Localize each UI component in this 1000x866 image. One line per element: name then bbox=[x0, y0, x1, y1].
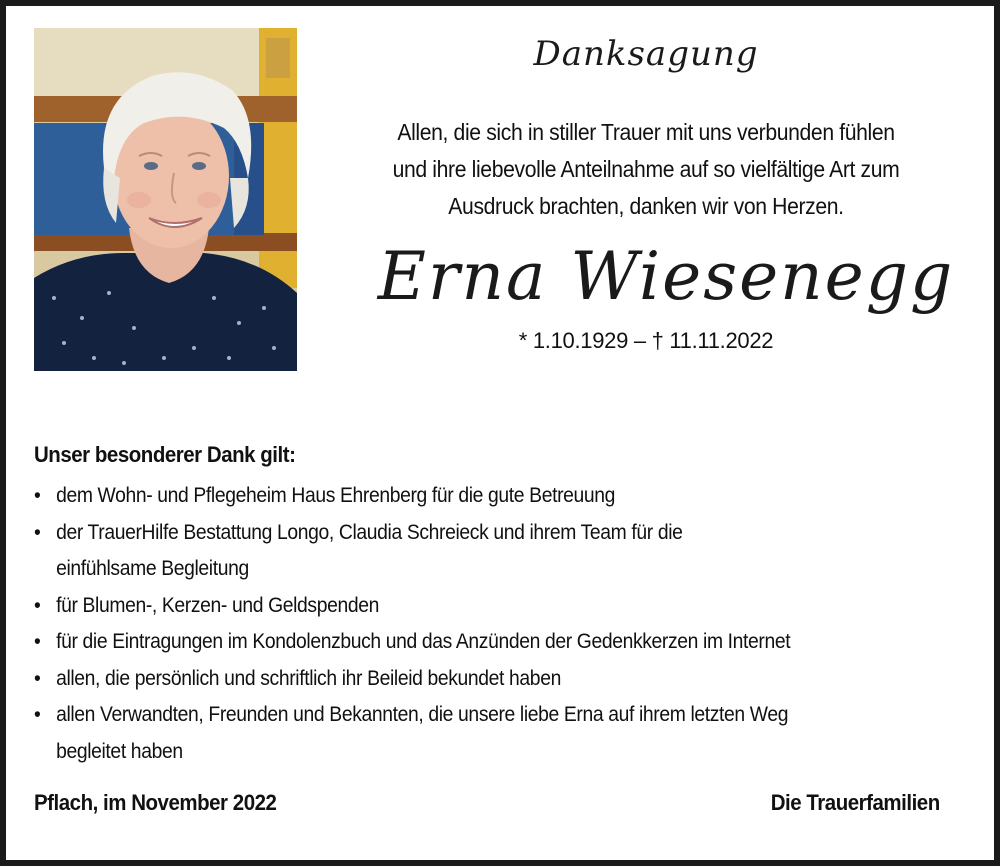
list-item-text: einfühlsame Begleitung bbox=[56, 557, 249, 580]
list-item bbox=[34, 588, 899, 625]
list-item bbox=[34, 515, 899, 588]
intro-line: und ihre liebevolle Anteilnahme auf so vielfältige Art zum bbox=[392, 156, 900, 182]
thanks-heading: Unser besonderer Dank gilt: bbox=[34, 442, 296, 467]
list-item-text: begleitet haben bbox=[56, 739, 183, 763]
list-item-text: allen, die persönlich und schriftlich ihr Beileid bekundet haben bbox=[56, 666, 561, 690]
list-item-text: dem Wohn- und Pflegeheim Haus Ehrenberg für die gute Betreuung bbox=[56, 484, 616, 507]
bullet-icon: • bbox=[34, 666, 41, 690]
bullet-icon: • bbox=[34, 630, 41, 653]
list-item-text: für die Eintragungen im Kondolenzbuch und das Anzünden der Gedenkkerzen im Internet bbox=[56, 630, 791, 653]
list-item-text: der TrauerHilfe Bestattung Longo, Claudia Schreieck und ihrem Team für die bbox=[56, 520, 683, 544]
bullet-icon: • bbox=[34, 484, 41, 507]
deceased-name: Erna Wiesenegg bbox=[377, 238, 955, 315]
bullet-icon: • bbox=[34, 520, 41, 544]
intro-line: Ausdruck brachten, danken wir von Herzen. bbox=[448, 193, 844, 219]
list-item-text: allen Verwandten, Freunden und Bekannten, die unsere liebe Erna auf ihrem letzten Weg bbox=[56, 703, 789, 726]
intro-text bbox=[352, 114, 941, 225]
portrait-photo bbox=[34, 28, 297, 371]
thanks-list bbox=[34, 478, 899, 770]
list-item-text: für Blumen-, Kerzen- und Geldspenden bbox=[56, 593, 379, 617]
list-item bbox=[34, 661, 899, 698]
list-item bbox=[34, 624, 899, 661]
intro-line: Allen, die sich in stiller Trauer mit uns verbunden fühlen bbox=[397, 119, 895, 145]
list-item bbox=[34, 697, 899, 770]
bullet-icon: • bbox=[34, 703, 41, 726]
place-and-date: Pflach, im November 2022 bbox=[34, 790, 277, 815]
signature: Die Trauerfamilien bbox=[770, 790, 940, 815]
heading-danksagung: Danksagung bbox=[533, 34, 759, 74]
bullet-icon: • bbox=[34, 593, 41, 617]
list-item bbox=[34, 478, 899, 515]
life-dates: * 1.10.1929 – † 11.11.2022 bbox=[518, 328, 774, 353]
